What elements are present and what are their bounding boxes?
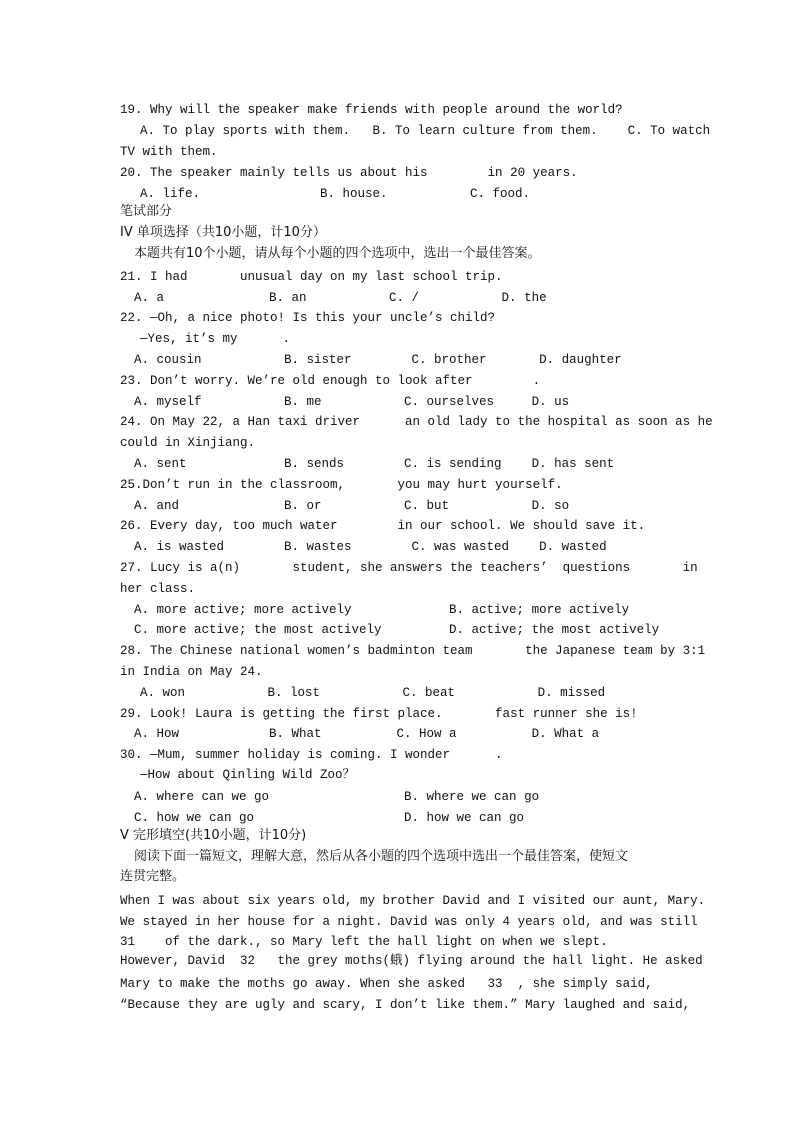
text-line: her class. bbox=[120, 582, 196, 596]
text-line: 24. On May 22, a Han taxi driver an old lady to the hospital as soon as he bbox=[120, 415, 713, 429]
text-line: A. sent B. sends C. is sending D. has sent bbox=[134, 457, 615, 471]
text-line: However, David 32 the grey moths(蛾) flying around the hall light. He asked bbox=[120, 954, 703, 968]
text-line: could in Xinjiang. bbox=[120, 436, 256, 450]
text-line: 23. Don’t worry. We’re old enough to look after . bbox=[120, 374, 541, 388]
text-line: 连贯完整。 bbox=[120, 869, 186, 884]
text-line: Mary to make the moths go away. When she asked 33 , she simply said, bbox=[120, 977, 653, 991]
text-line: A. cousin B. sister C. brother D. daughter bbox=[134, 353, 622, 367]
text-line: 26. Every day, too much water in our school. We should save it. bbox=[120, 519, 646, 533]
text-line: A. a B. an C. / D. the bbox=[134, 291, 547, 305]
text-line: 28. The Chinese national women’s badminton team the Japanese team by 3:1 bbox=[120, 644, 706, 658]
text-line: A. is wasted B. wastes C. was wasted D. wasted bbox=[134, 540, 607, 554]
text-line: 30. —Mum, summer holiday is coming. I wonder . bbox=[120, 748, 503, 762]
text-line: A. where can we go B. where we can go bbox=[134, 790, 540, 804]
text-line: A. won B. lost C. beat D. missed bbox=[140, 686, 606, 700]
text-line: 20. The speaker mainly tells us about his in 20 years. bbox=[120, 166, 578, 180]
text-line: A. life. B. house. C. food. bbox=[140, 187, 531, 201]
text-line: 19. Why will the speaker make friends with people around the world? bbox=[120, 103, 623, 117]
text-line: TV with them. bbox=[120, 145, 218, 159]
text-line: 22. —Oh, a nice photo! Is this your uncle’s child? bbox=[120, 311, 496, 325]
text-line: We stayed in her house for a night. David was only 4 years old, and was still bbox=[120, 915, 698, 929]
text-line: A. How B. What C. How a D. What a bbox=[134, 727, 600, 741]
text-line: A. myself B. me C. ourselves D. us bbox=[134, 395, 570, 409]
text-line: 本题共有10个小题，请从每个小题的四个选项中，选出一个最佳答案。 bbox=[134, 246, 541, 261]
text-line: A. more active; more actively B. active; more actively bbox=[134, 603, 630, 617]
text-line: 27. Lucy is a(n) student, she answers the teachers’ questions in bbox=[120, 561, 698, 575]
text-line: When I was about six years old, my brother David and I visited our aunt, Mary. bbox=[120, 894, 706, 908]
text-line: A. and B. or C. but D. so bbox=[134, 499, 570, 513]
text-line: C. more active; the most actively D. active; the most actively bbox=[134, 623, 660, 637]
text-line: 阅读下面一篇短文，理解大意，然后从各小题的四个选项中选出一个最佳答案，使短文 bbox=[134, 849, 629, 864]
text-line: 25.Don’t run in the classroom, you may hurt yourself. bbox=[120, 478, 563, 492]
text-line: “Because they are ugly and scary, I don’t like them.” Mary laughed and said, bbox=[120, 998, 691, 1012]
text-line: —How about Qinling Wild Zoo？ bbox=[140, 768, 356, 782]
text-line: C. how we can go D. how we can go bbox=[134, 811, 525, 825]
text-line: 29. Look! Laura is getting the first place. fast runner she is! bbox=[120, 707, 638, 721]
text-line: 31 of the dark., so Mary left the hall light on when we slept. bbox=[120, 935, 608, 949]
text-line: —Yes, it’s my . bbox=[140, 332, 291, 346]
text-line: A. To play sports with them. B. To learn culture from them. C. To watch bbox=[140, 124, 711, 138]
text-line: in India on May 24. bbox=[120, 665, 263, 679]
text-line: 21. I had unusual day on my last school trip. bbox=[120, 270, 503, 284]
text-line: 笔试部分 bbox=[120, 204, 173, 219]
text-line: V 完形填空(共10小题，计10分) bbox=[120, 828, 307, 843]
text-line: IV 单项选择（共10小题，计10分） bbox=[120, 225, 326, 240]
